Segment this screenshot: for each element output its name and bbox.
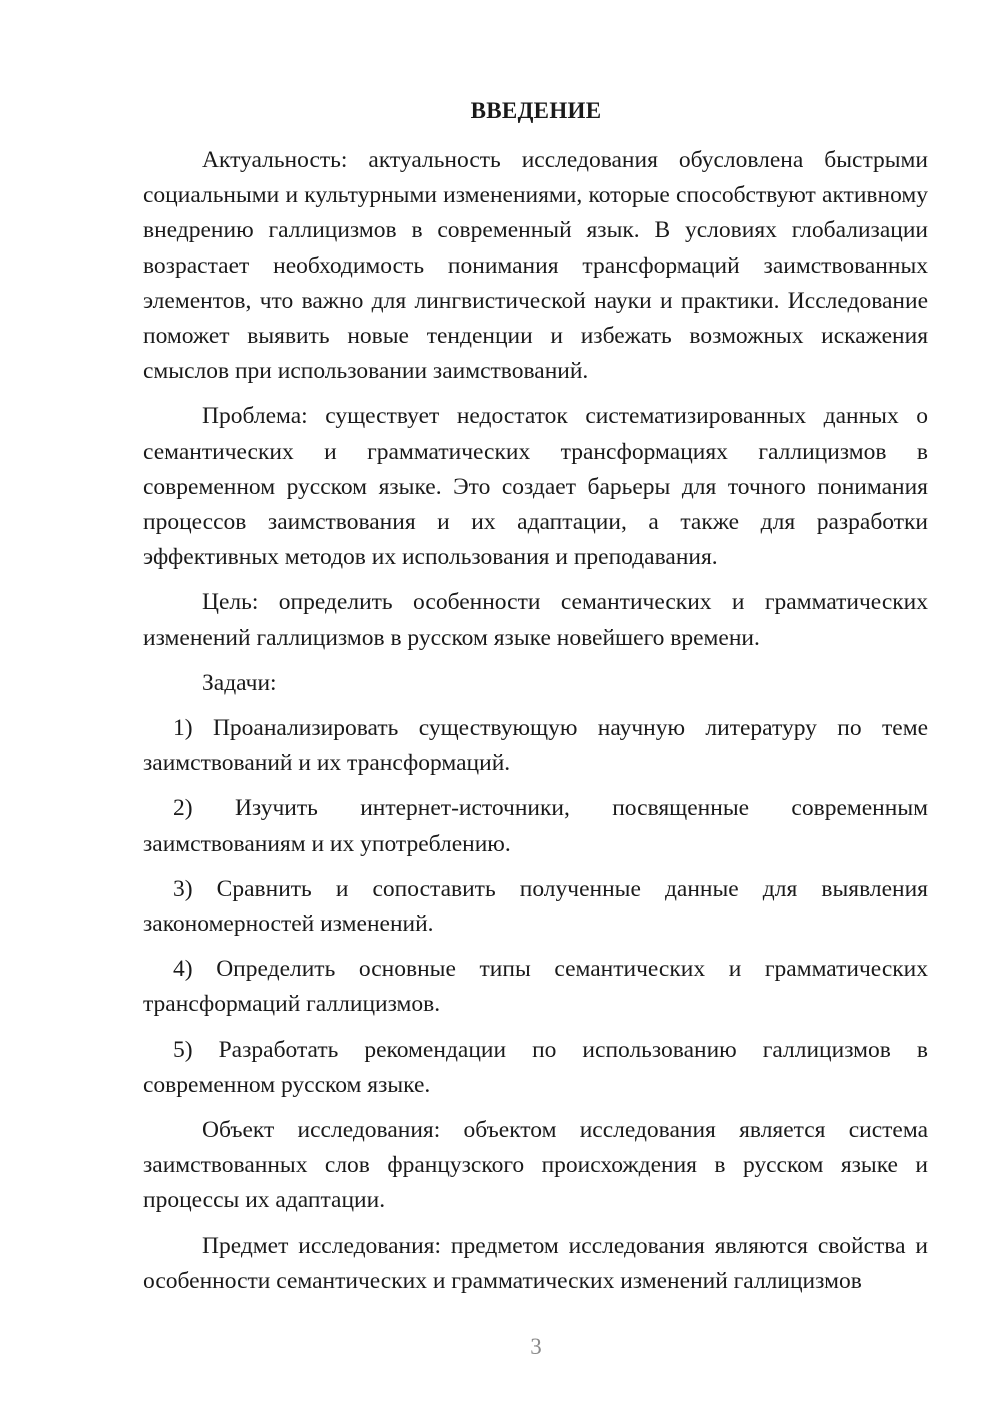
paragraph-relevance: Актуальность: актуальность исследования обусловлена быстрыми социальными и культурными изменениями, которые способствуют активному внедрению галлицизмов в современный язык. В условиях глобализации возрастает необходимость понимания трансформаций заимствованных элементов, что важно для лингвистической науки и практики. Исследование поможет выявить новые тенденции и избежать возможных искажения смыслов при использовании заимствований. [143, 147, 928, 385]
paragraph-problem: Проблема: существует недостаток систематизированных данных о семантических и грамматических трансформациях галлицизмов в современном русском языке. Это создает барьеры для точного понимания процессов заимствования и их адаптации, а также для разработки эффективных методов их использования и преподавания. [143, 403, 928, 571]
paragraph-goal: Цель: определить особенности семантических и грамматических изменений галлицизмов в русском языке новейшего времени. [143, 589, 928, 651]
task-item-5: 5) Разработать рекомендации по использованию галлицизмов в современном русском языке. [143, 1036, 928, 1098]
task-item-2: 2) Изучить интернет-источники, посвященные современным заимствованиям и их употреблению. [143, 795, 928, 857]
paragraph-subject: Предмет исследования: предметом исследования являются свойства и особенности семантических и грамматических изменений галлицизмов [143, 1232, 928, 1294]
paragraph-tasks-label: Задачи: [202, 669, 277, 696]
paragraph-object: Объект исследования: объектом исследования является система заимствованных слов французского происхождения в русском языке и процессы их адаптации. [143, 1117, 928, 1214]
task-item-1: 1) Проанализировать существующую научную литературу по теме заимствований и их трансформаций. [143, 715, 928, 777]
page-number: 3 [530, 1334, 542, 1359]
task-item-4: 4) Определить основные типы семантических и грамматических трансформаций галлицизмов. [143, 956, 928, 1018]
document-body [143, 143, 928, 1309]
task-item-3: 3) Сравнить и сопоставить полученные данные для выявления закономерностей изменений. [143, 875, 928, 938]
section-heading: ВВЕДЕНИЕ [470, 98, 602, 123]
